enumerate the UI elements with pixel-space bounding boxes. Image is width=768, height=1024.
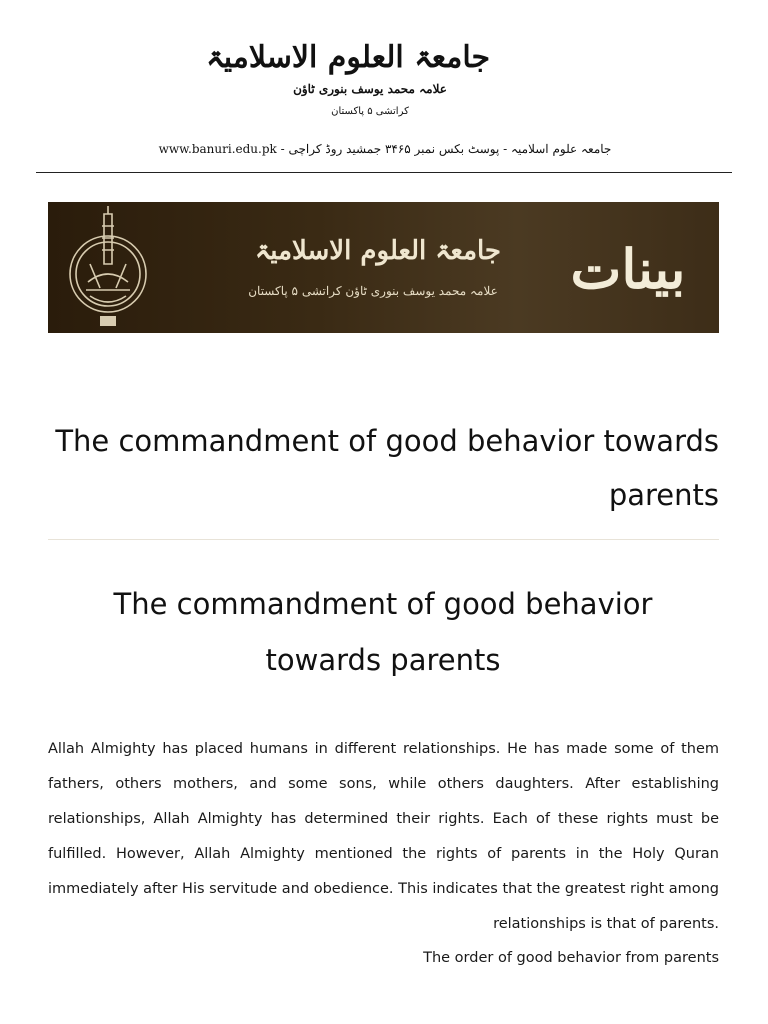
- article-section-heading: The commandment of good behavior towards parents: [113, 587, 653, 677]
- banner-institution-title: جامعۃ العلوم الاسلامیۃ: [255, 236, 501, 266]
- title-divider: [48, 539, 719, 540]
- institution-calligraphy-logo: جامعۃ العلوم الاسلامیۃ: [206, 40, 490, 75]
- banner-address-subtitle: علامہ محمد یوسف بنوری ٹاؤن کراتشی ۵ پاکستان: [248, 284, 498, 298]
- banner-magazine-name: بینات: [570, 237, 686, 301]
- institution-emblem-icon: [60, 204, 156, 330]
- magazine-banner: [48, 202, 719, 333]
- letterhead-city-line: کراتشی ۵ پاکستان: [331, 106, 409, 117]
- letterhead: [0, 0, 768, 174]
- letterhead-address: www.banuri.edu.pk - جامعہ علوم اسلامیہ - پوسٹ بکس نمبر ۳۴۶۵ جمشید روڈ کراچی: [158, 142, 612, 156]
- letterhead-divider: [36, 172, 732, 173]
- article-title: The commandment of good behavior towards parents: [55, 424, 719, 512]
- article-paragraph: Allah Almighty has placed humans in different relationships. He has made some of them fathers, others mothers, and some sons, while others daughters. After establishing relationships, Allah Almighty has determined their rights. Each of these rights must be fulfilled. However, Allah Almighty mentioned the rights of parents in the Holy Quran immediately after His servitude and obedience. This indicates that the greatest right among relationships is that of parents.: [48, 741, 719, 932]
- article-subheading: The order of good behavior from parents: [423, 950, 719, 966]
- letterhead-town-line: علامہ محمد یوسف بنوری ٹاؤن: [293, 82, 447, 96]
